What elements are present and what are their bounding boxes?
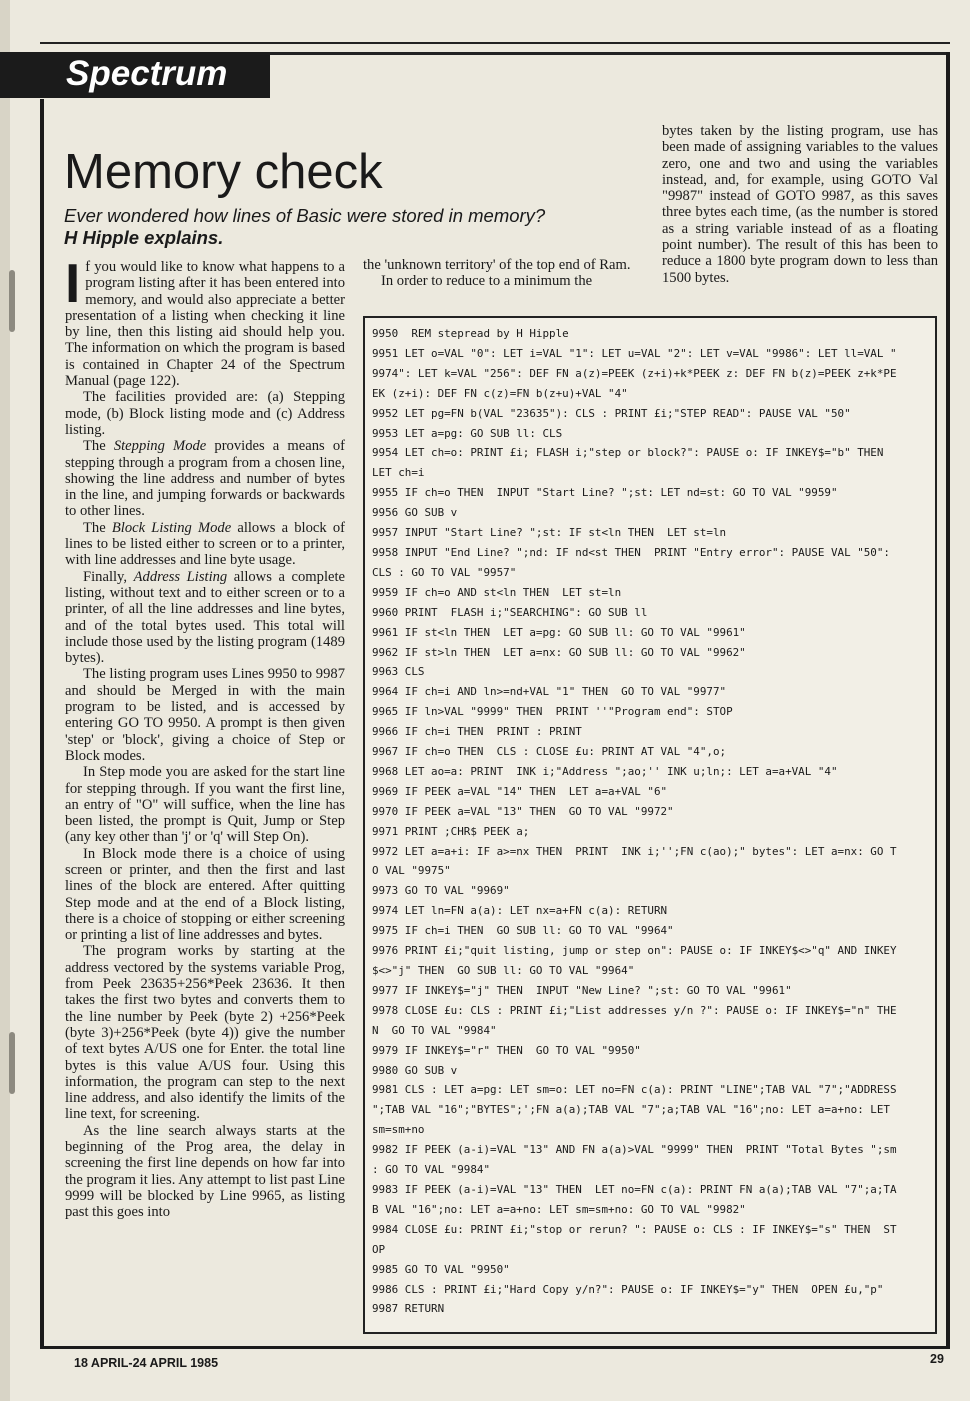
listing-line: 9983 IF PEEK (a-i)=VAL "13" THEN LET no=FN c(a): PRINT FN a(a);TAB VAL "7";a;TA xyxy=(372,1182,897,1196)
listing-line: N GO TO VAL "9984" xyxy=(372,1023,497,1037)
listing-line: 9964 IF ch=i AND ln>=nd+VAL "1" THEN GO TO VAL "9977" xyxy=(372,685,727,699)
listing-line: : GO TO VAL "9984" xyxy=(372,1163,491,1177)
listing-line: O VAL "9975" xyxy=(372,864,451,878)
listing-line: CLS : GO TO VAL "9957" xyxy=(372,565,517,579)
paragraph: The Stepping Mode provides a means of stepping through a program from a chosen line, showing the line address and number of bytes in the line, and jumping forwards or backwards to other lines. xyxy=(65,438,345,520)
listing-line: 9987 RETURN xyxy=(372,1302,445,1316)
article-headline: Memory check xyxy=(64,145,383,199)
paragraph: The facilities provided are: (a) Stepping mode, (b) Block listing mode and (c) Address listing. xyxy=(65,389,345,438)
standfirst-text: Ever wondered how lines of Basic were stored in memory? xyxy=(64,205,546,226)
listing-line: 9953 LET a=pg: GO SUB ll: CLS xyxy=(372,426,563,440)
listing-line: 9972 LET a=a+i: IF a>=nx THEN PRINT INK i;'';FN c(ao);" bytes": LET a=nx: GO T xyxy=(372,844,897,858)
listing-line: 9959 IF ch=o AND st<ln THEN LET st=ln xyxy=(372,585,622,599)
program-listing xyxy=(363,316,937,1334)
listing-line: 9986 CLS : PRINT £i;"Hard Copy y/n?": PAUSE o: IF INKEY$="y" THEN OPEN £u,"p" xyxy=(372,1282,884,1296)
listing-line: LET ch=i xyxy=(372,466,425,480)
drop-cap: I xyxy=(65,259,81,314)
paragraph: In Step mode you are asked for the start line for stepping through. If you want the first line, an entry of "O" will suffice, when the line has been listed, the prompt is Quit, Jump or Step (any key other than 'j' or 'q' will Step On). xyxy=(65,764,345,846)
binding-clip xyxy=(9,1032,15,1094)
listing-line: 9968 LET ao=a: PRINT INK i;"Address ";ao;'' INK u;ln;: LET a=a+VAL "4" xyxy=(372,764,838,778)
banner-rule xyxy=(270,52,950,55)
listing-line: 9981 CLS : LET a=pg: LET sm=o: LET no=FN c(a): PRINT "LINE";TAB VAL "7";"ADDRESS xyxy=(372,1083,897,1097)
paragraph: The program works by starting at the address vectored by the systems variable Prog, from Peek 23635+256*Peek 23636. It then takes the first two bytes and converts them to the line number by Peek (byte 2) +256*Peek (byte 3)+256*Peek (byte 4)) give the number of text bytes A/US one for Enter. the total line bytes is this value A/US four. Using this information, the program can step to the next line address, and also identify the limits of the line text, for screening. xyxy=(65,943,345,1123)
listing-line: 9975 IF ch=i THEN GO SUB ll: GO TO VAL "9964" xyxy=(372,924,674,938)
listing-line: 9957 INPUT "Start Line? ";st: IF st<ln THEN LET st=ln xyxy=(372,526,727,540)
frame-bottom-rule xyxy=(40,1346,950,1349)
paragraph: In order to reduce to a minimum the xyxy=(381,273,593,290)
listing-line: 9960 PRINT FLASH i;"SEARCHING": GO SUB ll xyxy=(372,605,648,619)
listing-line: ";TAB VAL "16";"BYTES";';FN a(a);TAB VAL "7";a;TAB VAL "16";no: LET a=a+no: LET xyxy=(372,1103,890,1117)
listing-line: 9970 IF PEEK a=VAL "13" THEN GO TO VAL "9972" xyxy=(372,804,674,818)
byline: H Hipple explains. xyxy=(64,227,224,248)
listing-line: EK (z+i): DEF FN c(z)=FN b(z+u)+VAL "4" xyxy=(372,386,628,400)
listing-line: 9963 CLS xyxy=(372,665,425,679)
listing-line: 9955 IF ch=o THEN INPUT "Start Line? ";st: LET nd=st: GO TO VAL "9959" xyxy=(372,486,838,500)
frame-right-rule xyxy=(946,52,950,1349)
paragraph: bytes taken by the listing program, use has been made of assigning variables to the values zero, one and two and using the variables instead, and, for example, using GOTO Val "9987" instead of GOTO 9987, as this saves three bytes each time, (as the number is stored as a string variable instead of as a floating point number). The result of this has been to reduce a 1800 byte program down to less than 1500 bytes. xyxy=(662,123,938,286)
listing-line: 9973 GO TO VAL "9969" xyxy=(372,884,510,898)
listing-line: 9984 CLOSE £u: PRINT £i;"stop or rerun? ": PAUSE o: CLS : IF INKEY$="s" THEN ST xyxy=(372,1222,897,1236)
listing-line: 9979 IF INKEY$="r" THEN GO TO VAL "9950" xyxy=(372,1043,641,1057)
listing-line: 9962 IF st>ln THEN LET a=nx: GO SUB ll: GO TO VAL "9962" xyxy=(372,645,746,659)
listing-line: 9958 INPUT "End Line? ";nd: IF nd<st THEN PRINT "Entry error": PAUSE VAL "50": xyxy=(372,545,890,559)
listing-line: 9976 PRINT £i;"quit listing, jump or step on": PAUSE o: IF INKEY$<>"q" AND INKEY xyxy=(372,944,897,958)
page-number: 29 xyxy=(930,1352,944,1366)
listing-line: 9985 GO TO VAL "9950" xyxy=(372,1262,510,1276)
listing-line: OP xyxy=(372,1242,386,1256)
issue-date: 18 APRIL-24 APRIL 1985 xyxy=(74,1356,219,1370)
paragraph: As the line search always starts at the beginning of the Prog area, the delay in screening the first line depends on how far into the program it lies. Any attempt to list past Line 9999 will be blocked by Line 9965, as listing past this goes into xyxy=(65,1122,345,1221)
listing-line: 9980 GO SUB v xyxy=(372,1063,458,1077)
listing-line: 9982 IF PEEK (a-i)=VAL "13" AND FN a(a)>VAL "9999" THEN PRINT "Total Bytes ";sm xyxy=(372,1143,897,1157)
page-binding xyxy=(0,0,10,1401)
listing-line: 9967 IF ch=o THEN CLS : CLOSE £u: PRINT AT VAL "4",o; xyxy=(372,745,727,759)
paragraph: The listing program uses Lines 9950 to 9987 and should be Merged in with the main program to be listed, and is accessed by entering GO TO 9950. A prompt is then given 'step' or 'block', giving a choice of Step or Block modes. xyxy=(65,666,345,764)
article-standfirst xyxy=(64,205,634,249)
top-rule xyxy=(40,42,950,44)
binding-clip xyxy=(9,270,15,332)
listing-line: 9954 LET ch=o: PRINT £i; FLASH i;"step or block?": PAUSE o: IF INKEY$="b" THEN xyxy=(372,446,884,460)
listing-line: 9978 CLOSE £u: CLS : PRINT £i;"List addresses y/n ?": PAUSE o: IF INKEY$="n" THE xyxy=(372,1003,897,1017)
listing-line: 9951 LET o=VAL "0": LET i=VAL "1": LET u=VAL "2": LET v=VAL "9986": LET ll=VAL " xyxy=(372,346,897,360)
listing-line: 9952 LET pg=FN b(VAL "23635"): CLS : PRINT £i;"STEP READ": PAUSE VAL "50" xyxy=(372,406,851,420)
section-banner: Spectrum xyxy=(0,52,270,98)
listing-line: 9965 IF ln>VAL "9999" THEN PRINT ''"Program end": STOP xyxy=(372,705,733,719)
paragraph: The Block Listing Mode allows a block of lines to be listed either to screen or to a printer, with line addresses and line byte usage. xyxy=(65,519,345,569)
listing-line: 9977 IF INKEY$="j" THEN INPUT "New Line? ";st: GO TO VAL "9961" xyxy=(372,983,792,997)
listing-line: 9974 LET ln=FN a(a): LET nx=a+FN c(a): RETURN xyxy=(372,904,668,918)
listing-line: 9950 REM stepread by H Hipple xyxy=(372,327,569,340)
frame-left-rule xyxy=(40,99,44,1349)
listing-line: 9961 IF st<ln THEN LET a=pg: GO SUB ll: GO TO VAL "9961" xyxy=(372,625,746,639)
listing-line: 9974": LET k=VAL "256": DEF FN a(z)=PEEK (z+i)+k*PEEK z: DEF FN b(z)=PEEK z+k*PE xyxy=(372,366,897,380)
listing-line: 9969 IF PEEK a=VAL "14" THEN LET a=a+VAL "6" xyxy=(372,784,668,798)
article-column-1 xyxy=(65,259,345,1339)
paragraph: Finally, Address Listing allows a complete listing, without text and to either screen or to a printer, of all the line addresses and line bytes, and of the total bytes used. This total will include those used by the listing program (1489 bytes). xyxy=(65,568,345,667)
listing-line: sm=sm+no xyxy=(372,1123,425,1137)
listing-line: 9971 PRINT ;CHR$ PEEK a; xyxy=(372,824,530,838)
article-column-3 xyxy=(662,123,938,286)
paragraph: In Block mode there is a choice of using screen or printer, and then the first and last lines of the block are entered. After quitting Step mode and at the end of a Block listing, there is a choice of stopping or either screening or printing a list of line addresses and bytes. xyxy=(65,845,345,944)
article-column-2 xyxy=(363,257,643,290)
listing-line: 9966 IF ch=i THEN PRINT : PRINT xyxy=(372,725,582,739)
paragraph: If you would like to know what happens to a program listing after it has been entered into memory, and would also appreciate a better presentation of a listing when checking it line by line, then this listing aid should help you. The information on which the program is based is contained in Chapter 24 of the Spectrum Manual (page 122). xyxy=(65,259,345,390)
listing-line: 9956 GO SUB v xyxy=(372,506,458,520)
paragraph: the 'unknown territory' of the top end of Ram. xyxy=(363,257,631,273)
listing-line: $<>"j" THEN GO SUB ll: GO TO VAL "9964" xyxy=(372,964,635,977)
listing-line: B VAL "16";no: LET a=a+no: LET sm=sm+no: GO TO VAL "9982" xyxy=(372,1202,746,1216)
